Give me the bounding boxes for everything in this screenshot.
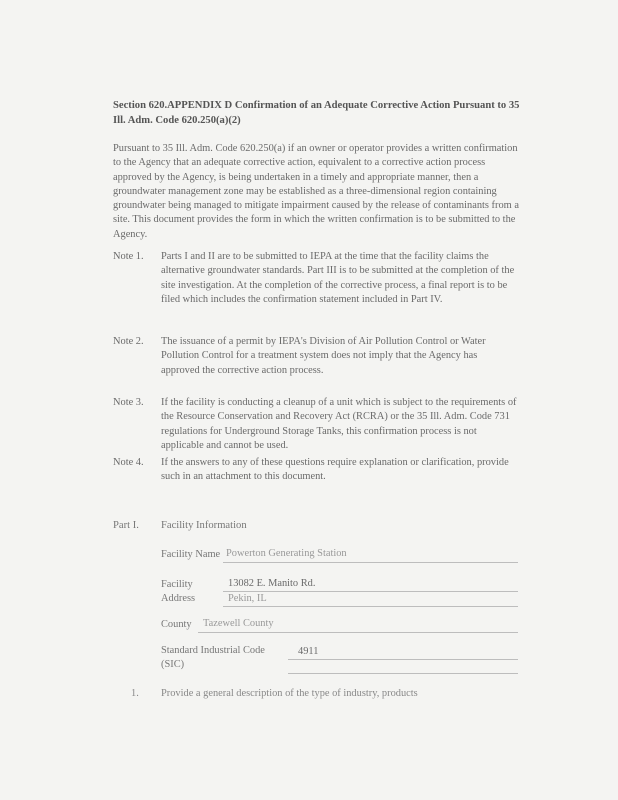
address-line-1[interactable]: 13082 E. Manito Rd. [228,578,316,589]
part-label: Part I. [113,520,139,531]
facility-name-value[interactable]: Powerton Generating Station [226,548,347,559]
facility-address-label-1: Facility [161,579,193,590]
sic-underline-2 [288,673,518,674]
note-text: If the answers to any of these questions require explanation or clarification, provide such in an attachment to this document. [161,457,509,483]
note-text: If the facility is conducting a cleanup of a unit which is subject to the requirements of the Resource Conservation and Recovery Act (RCRA) or the 35 Ill. Adm. Code 731 regulations for Underground Storage Tanks, this confirmation process is not applicable and cannot be used. [161,397,517,451]
note-label: Note 1. [113,251,144,262]
intro-paragraph: Pursuant to 35 Ill. Adm. Code 620.250(a) if an owner or operator provides a written confirmation to the Agency that an adequate corrective action, equivalent to a corrective action process approved by the Agency, is being undertaken in a timely and appropriate manner, then a groundwater management zone may be established as a three-dimensional region containing groundwater being managed to mitigate impairment caused by the release of contaminants from a site. This document provides the form in which the written confirmation is to be submitted to the Agency. [113,143,519,240]
section-title: Section 620.APPENDIX D Confirmation of an Adequate Corrective Action Pursuant to 35 Ill. Adm. Code 620.250(a)(2) [113,100,520,126]
sic-value[interactable]: 4911 [298,646,319,657]
facility-name-line [223,562,518,563]
note-label: Note 3. [113,397,144,408]
sic-underline-1 [288,659,518,660]
county-value[interactable]: Tazewell County [203,618,274,629]
note-text: The issuance of a permit by IEPA's Division of Air Pollution Control or Water Pollution Control for a treatment system does not imply that the Agency has approved the corrective action process. [161,336,486,376]
address-line-2[interactable]: Pekin, IL [228,593,267,604]
address-line-2-underline [223,606,518,607]
facility-name-label: Facility Name [161,549,221,560]
question-number: 1. [131,688,139,699]
note-label: Note 2. [113,336,144,347]
sic-label-2: (SIC) [161,659,185,670]
question-text: Provide a general description of the type of industry, products [161,688,418,699]
part-title: Facility Information [161,520,247,531]
facility-address-label-2: Address [161,593,196,604]
sic-label-1: Standard Industrial Code [161,645,265,656]
note-text: Parts I and II are to be submitted to IEPA at the time that the facility claims the alternative groundwater standards. Part III is to be submitted at the completion of the site investigation. At the completion of the corrective process, a final report is to be filed which includes the confirmation statement included in Part IV. [161,251,515,305]
note-label: Note 4. [113,457,144,468]
county-label: County [161,619,192,630]
county-underline [198,632,518,633]
address-line-1-underline [223,591,518,592]
